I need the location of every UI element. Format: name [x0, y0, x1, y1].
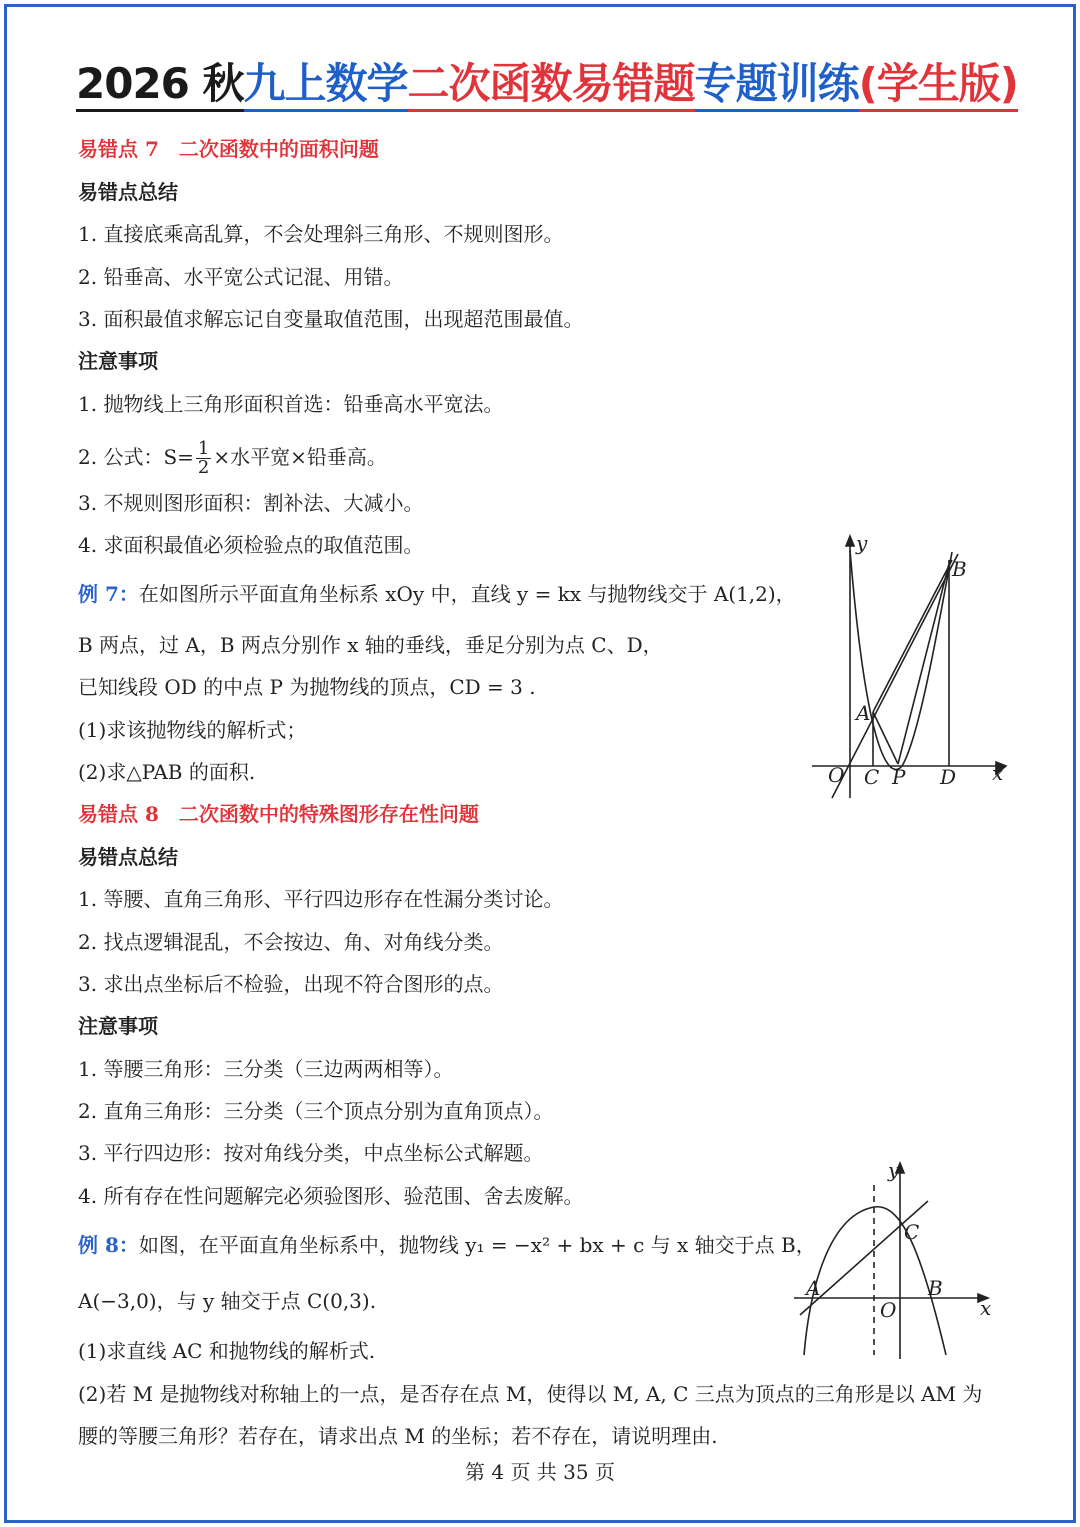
segment-PB	[898, 560, 950, 764]
section7-note-formula	[78, 440, 387, 477]
title-part-topic: 二次函数易错题	[408, 59, 695, 112]
title-part-training: 专题训练	[695, 59, 859, 112]
one-half-fraction	[196, 440, 211, 477]
title-part-year: 2026 秋	[76, 59, 244, 112]
page-title	[76, 56, 1018, 112]
section8-summary-item: 1. 等腰、直角三角形、平行四边形存在性漏分类讨论。	[78, 887, 564, 911]
section7-summary-title: 易错点总结	[78, 180, 178, 204]
label-A: A	[856, 701, 871, 725]
example7-line: B 两点，过 A，B 两点分别作 x 轴的垂线，垂足分别为点 C、D，	[78, 633, 663, 657]
example7-label: 例 7：	[78, 582, 139, 606]
example7-question: (1)求该抛物线的解析式；	[78, 718, 307, 742]
segment-AB	[873, 560, 952, 712]
section8-notes-title: 注意事项	[78, 1014, 158, 1038]
figure-example7	[810, 530, 1010, 800]
example8-label: 例 8：	[78, 1233, 139, 1257]
label-x: x	[992, 761, 1004, 785]
parabola-curve	[804, 1207, 946, 1355]
section8-summary-title: 易错点总结	[78, 845, 178, 869]
label-B: B	[952, 557, 967, 581]
section7-summary-item: 3. 面积最值求解忘记自变量取值范围，出现超范围最值。	[78, 307, 584, 331]
label-x: x	[980, 1296, 992, 1320]
label-C: C	[904, 1220, 920, 1244]
section8-summary-item: 3. 求出点坐标后不检验，出现不符合图形的点。	[78, 972, 504, 996]
page-number: 第 4 页 共 35 页	[465, 1460, 615, 1484]
section8-note: 3. 平行四边形：按对角线分类，中点坐标公式解题。	[78, 1141, 544, 1165]
section8-note: 4. 所有存在性问题解完必须验图形、验范围、舍去废解。	[78, 1184, 584, 1208]
formula-prefix: 2. 公式：S=	[78, 445, 194, 469]
section7-summary-item: 1. 直接底乘高乱算，不会处理斜三角形、不规则图形。	[78, 222, 564, 246]
formula-suffix: ×水平宽×铅垂高。	[213, 445, 387, 469]
section7-notes-title: 注意事项	[78, 349, 158, 373]
label-C: C	[864, 765, 880, 789]
example7-line: 已知线段 OD 的中点 P 为抛物线的顶点，CD = 3 .	[78, 675, 536, 699]
label-y: y	[888, 1158, 900, 1182]
section7-title: 易错点 7 二次函数中的面积问题	[78, 137, 379, 161]
title-part-edition: (学生版)	[859, 59, 1018, 112]
label-A: A	[806, 1276, 821, 1300]
section8-summary-item: 2. 找点逻辑混乱，不会按边、角、对角线分类。	[78, 930, 504, 954]
fraction-numerator: 1	[197, 438, 210, 459]
example7-line	[78, 580, 796, 608]
label-y: y	[856, 531, 868, 555]
example8-question: (2)若 M 是抛物线对称轴上的一点，是否存在点 M，使得以 M, A, C 三点为顶点的三角形是以 AM 为	[78, 1382, 983, 1406]
example8-text: 如图，在平面直角坐标系中，抛物线 y₁ = −x² + bx + c 与 x 轴交于点 B，	[138, 1233, 816, 1257]
label-D: D	[940, 765, 957, 789]
section7-note: 4. 求面积最值必须检验点的取值范围。	[78, 533, 424, 557]
example8-question: (1)求直线 AC 和抛物线的解析式.	[78, 1339, 376, 1363]
section7-summary-item: 2. 铅垂高、水平宽公式记混、用错。	[78, 265, 404, 289]
example7-text: 在如图所示平面直角坐标系 xOy 中，直线 y = kx 与抛物线交于 A(1,2)，	[138, 582, 796, 606]
section8-title: 易错点 8 二次函数中的特殊图形存在性问题	[78, 802, 479, 826]
section8-note: 2. 直角三角形：三分类（三个顶点分别为直角顶点）。	[78, 1099, 554, 1123]
section8-note: 1. 等腰三角形：三分类（三边两两相等）。	[78, 1057, 454, 1081]
example7-question: (2)求△PAB 的面积.	[78, 760, 256, 784]
section7-note: 1. 抛物线上三角形面积首选：铅垂高水平宽法。	[78, 392, 504, 416]
label-O: O	[880, 1298, 897, 1322]
example8-line: A(−3,0)，与 y 轴交于点 C(0,3).	[78, 1289, 377, 1313]
title-part-grade: 九上数学	[244, 59, 408, 112]
label-O: O	[828, 763, 845, 787]
fraction-denominator: 2	[197, 457, 210, 478]
y-axis-arrow	[846, 536, 854, 546]
label-B: B	[928, 1276, 943, 1300]
figure-example8	[790, 1155, 1000, 1365]
line-through-origin	[832, 554, 958, 798]
example8-question: 腰的等腰三角形？若存在，请求出点 M 的坐标；若不存在，请说明理由.	[78, 1424, 718, 1448]
label-P: P	[892, 765, 906, 789]
example8-line	[78, 1231, 816, 1259]
section7-note: 3. 不规则图形面积：割补法、大减小。	[78, 491, 424, 515]
